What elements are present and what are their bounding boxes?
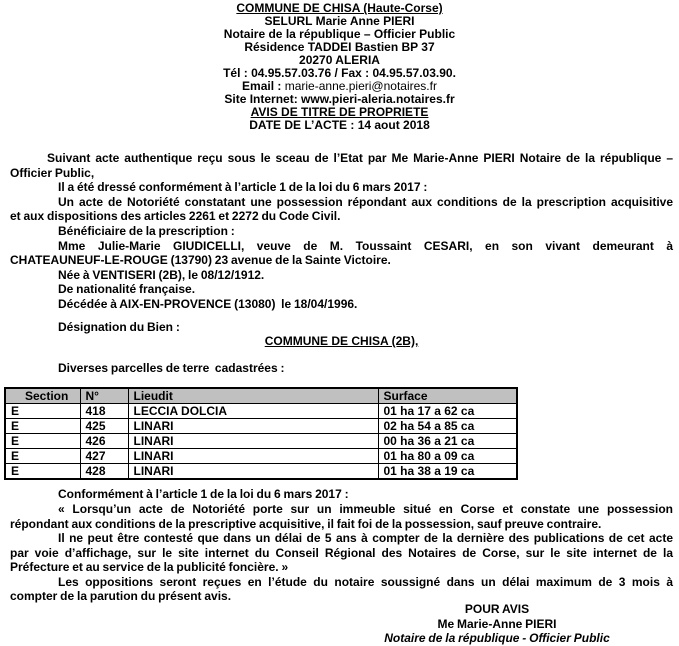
paragraph-8 (10, 320, 673, 335)
table-cell: E (5, 449, 80, 464)
table-cell: LINARI (128, 419, 378, 434)
body-line: Diverses parcelles de terre cadastrées : (58, 360, 285, 375)
table-cell: 426 (80, 434, 128, 449)
letterhead-line-4: 20270 ALERIA (299, 53, 380, 67)
table-header-cell: N° (80, 388, 128, 404)
table-cell: LINARI (128, 464, 378, 480)
body-line: Née à VENTISERI (2B), le 08/12/1912. (58, 267, 265, 282)
paragraph-4 (10, 239, 673, 268)
table-header-cell: Surface (378, 388, 517, 404)
notary-letterhead (0, 0, 679, 132)
table-cell: E (5, 419, 80, 434)
paragraph-10 (10, 361, 673, 376)
table-cell: LINARI (128, 434, 378, 449)
body-line: Mme Julie-Marie GIUDICELLI, veuve de M. Toussaint CESARI, en son vivant demeurant à (58, 238, 673, 253)
body-line: Suivant acte authentique reçu sous le sceau de l’Etat par Me Marie-Anne PIERI Notaire de la république – (47, 151, 673, 165)
email-label: Email : (242, 79, 285, 93)
body-line: Officier Public, (10, 165, 95, 180)
paragraph-3 (10, 575, 673, 604)
table-cell: 01 ha 80 a 09 ca (378, 449, 517, 464)
body-bottom-paragraphs (10, 487, 673, 604)
letterhead-line-2: Notaire de la république – Officier Public (223, 27, 456, 41)
table-cell: LINARI (128, 449, 378, 464)
body-line: Préfecture et au service de la publicité foncière. » (10, 560, 289, 575)
body-line: CHATEAUNEUF-LE-ROUGE (13790) 23 avenue de la Sainte Victoire. (10, 253, 391, 268)
table-cell: 428 (80, 464, 128, 480)
body-line: et aux dispositions des articles 2261 et 2272 du Code Civil. (10, 209, 341, 224)
document-body (10, 151, 673, 646)
table-cell: E (5, 404, 80, 419)
signature-line-0: POUR AVIS (464, 602, 530, 617)
table-row (5, 434, 517, 449)
body-line: Les oppositions seront reçues en l’étude du notaire soussigné dans un délai maximum de 3 mois à (58, 574, 673, 589)
letterhead-line-9: DATE DE L’ACTE : 14 aout 2018 (249, 118, 430, 132)
body-line: compter de la parution du présent avis. (10, 589, 232, 604)
body-line: par voie d’affichage, sur le site internet du Conseil Régional des Notaires de Corse, sur le site internet de la (10, 545, 673, 560)
paragraph-1 (10, 180, 673, 195)
centered-heading (10, 334, 673, 349)
signature-line-2: Notaire de la république - Officier Public (384, 631, 610, 646)
body-line: De nationalité française. (58, 282, 196, 297)
table-cell: E (5, 434, 80, 449)
letterhead-line-7: Site Internet: www.pieri-aleria.notaires.fr (224, 92, 455, 106)
signature-line-1: Me Marie-Anne PIERI (437, 616, 557, 631)
paragraph-0 (10, 487, 673, 502)
paragraph-2 (10, 531, 673, 575)
paragraph-3 (10, 224, 673, 239)
table-row (5, 449, 517, 464)
paragraph-6 (10, 282, 673, 297)
letterhead-line-8: AVIS DE TITRE DE PROPRIETE (250, 105, 429, 119)
centered-heading-text: COMMUNE DE CHISA (2B), (264, 334, 419, 349)
table-header-row (5, 388, 517, 404)
paragraph-2 (10, 195, 673, 224)
body-line: « Lorsqu’un acte de Notoriété porte sur un immeuble situé en Corse et constate une possession (58, 501, 673, 516)
table-header-cell: Lieudit (128, 388, 378, 404)
table-cell: 425 (80, 419, 128, 434)
body-line: Il ne peut être contesté que dans un délai de 5 ans à compter de la dernière des publications de cet acte (58, 531, 673, 546)
body-line: Bénéficiaire de la prescription : (58, 223, 235, 238)
table-cell: 00 ha 36 a 21 ca (378, 434, 517, 449)
paragraph-5 (10, 268, 673, 283)
body-line: Conformément à l’article 1 de la loi du 6 mars 2017 : (58, 487, 349, 502)
table-cell: 427 (80, 449, 128, 464)
table-cell: 418 (80, 404, 128, 419)
body-line: Décédée à AIX-EN-PROVENCE (13080) le 18/04/1996. (58, 296, 358, 311)
table-cell: 02 ha 54 a 85 ca (378, 419, 517, 434)
table-header-cell: Section (5, 388, 80, 404)
table-cell: E (5, 464, 80, 480)
table-cell: 01 ha 38 a 19 ca (378, 464, 517, 480)
email-address: marie-anne.pieri@notaires.fr (284, 79, 437, 93)
body-line: Un acte de Notoriété constatant une possession répondant aux conditions de la prescription acquisitive (58, 194, 673, 209)
body-line: Il a été dressé conformément à l’article 1 de la loi du 6 mars 2017 : (58, 180, 428, 195)
table-row (5, 464, 517, 480)
parcel-table (4, 387, 518, 480)
table-cell: 01 ha 17 a 62 ca (378, 404, 517, 419)
body-top-paragraphs (10, 151, 673, 375)
body-line: répondant aux conditions de la prescriptive acquisitive, il fait foi de la possession, sauf preuve contraire. (10, 516, 602, 531)
paragraph-1 (10, 502, 673, 531)
letterhead-line-3: Résidence TADDEI Bastien BP 37 (244, 40, 435, 54)
letterhead-line-5: Tél : 04.95.57.03.76 / Fax : 04.95.57.03.90. (223, 66, 456, 80)
table-cell: LECCIA DOLCIA (128, 404, 378, 419)
paragraph-9 (10, 334, 673, 349)
table-row (5, 404, 517, 419)
letterhead-line-1: SELURL Marie Anne PIERI (264, 14, 415, 28)
paragraph-0 (10, 151, 673, 180)
body-line: Désignation du Bien : (58, 319, 180, 334)
letterhead-line-0: COMMUNE DE CHISA (Haute-Corse) (236, 1, 443, 15)
signature-block (327, 602, 667, 646)
table-row (5, 419, 517, 434)
paragraph-7 (10, 297, 673, 312)
